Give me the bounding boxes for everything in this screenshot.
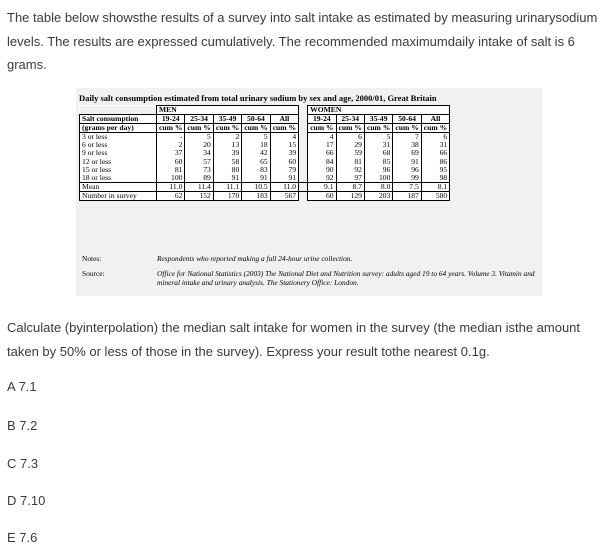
men-cell: 5 xyxy=(185,133,213,142)
women-cell: 8.1 xyxy=(421,182,449,191)
women-cell: 86 xyxy=(421,158,449,166)
question-text: Calculate (byinterpolation) the median salt intake for women in the survey (the median isthe amount taken by 50% or less of those in the survey). Express your result tothe nearest 0.1g. xyxy=(7,320,581,359)
men-cell: 34 xyxy=(185,149,213,157)
women-cell: 69 xyxy=(393,149,421,157)
men-cell: 62 xyxy=(157,191,185,200)
women-cell: 60 xyxy=(308,191,336,200)
women-cell: 31 xyxy=(364,141,392,149)
women-cell: 17 xyxy=(308,141,336,149)
men-cell: 11.1 xyxy=(213,182,241,191)
men-cell: 4 xyxy=(270,133,298,142)
women-cell: 91 xyxy=(393,158,421,166)
men-cell: 57 xyxy=(185,158,213,166)
men-cell: 5 xyxy=(242,133,270,142)
men-cell: 152 xyxy=(185,191,213,200)
women-cell: 31 xyxy=(421,141,449,149)
row-label: 15 or less xyxy=(80,166,157,174)
men-cell: 183 xyxy=(242,191,270,200)
men-cell: 81 xyxy=(157,166,185,174)
unit-header: cum % xyxy=(393,124,421,133)
women-cell: 96 xyxy=(393,166,421,174)
row-label: 6 or less xyxy=(80,141,157,149)
men-cell: 39 xyxy=(213,149,241,157)
men-cell: - xyxy=(157,133,185,142)
men-cell: 60 xyxy=(270,158,298,166)
source-text: Office for National Statistics (2003) The National Diet and Nutrition survey: adults aged 19 to 64 years. Volume 3. Vitamin and mineral intake and urinary analysis. The Stationery Office: London. xyxy=(157,269,535,287)
women-cell: 7 xyxy=(393,133,421,142)
women-cell: 203 xyxy=(364,191,392,200)
table-body xyxy=(80,133,450,201)
women-cell: 66 xyxy=(421,149,449,157)
age-header: 35-49 xyxy=(213,115,241,124)
men-cell: 39 xyxy=(270,149,298,157)
row-header-label-1: Salt consumption xyxy=(80,115,157,124)
age-header: 19-24 xyxy=(308,115,336,124)
men-cell: 91 xyxy=(242,174,270,183)
women-cell: 90 xyxy=(308,166,336,174)
women-cell: 66 xyxy=(308,149,336,157)
age-header: 25-34 xyxy=(336,115,364,124)
unit-header: cum % xyxy=(157,124,185,133)
row-label: 9 or less xyxy=(80,149,157,157)
men-cell: 2 xyxy=(213,133,241,142)
women-cell: 129 xyxy=(336,191,364,200)
women-cell: 187 xyxy=(393,191,421,200)
women-cell: 8.0 xyxy=(364,182,392,191)
men-cell: 11.0 xyxy=(157,182,185,191)
unit-header: cum % xyxy=(270,124,298,133)
men-cell: 11.4 xyxy=(185,182,213,191)
men-cell: 2 xyxy=(157,141,185,149)
men-cell: 80 xyxy=(213,166,241,174)
women-cell: 99 xyxy=(393,174,421,183)
men-cell: 91 xyxy=(213,174,241,183)
answer-option-d[interactable]: D 7.10 xyxy=(7,493,46,508)
women-cell: 7.5 xyxy=(393,182,421,191)
women-cell: 29 xyxy=(336,141,364,149)
source-label: Source: xyxy=(82,269,105,278)
women-cell: 580 xyxy=(421,191,449,200)
notes-label: Notes: xyxy=(82,254,102,263)
men-cell: 11.0 xyxy=(270,182,298,191)
unit-header: cum % xyxy=(213,124,241,133)
men-cell: 91 xyxy=(270,174,298,183)
women-cell: 97 xyxy=(336,174,364,183)
group-header-men: MEN xyxy=(157,106,299,115)
women-cell: 84 xyxy=(308,158,336,166)
women-cell: 4 xyxy=(308,133,336,142)
age-header: 50-64 xyxy=(242,115,270,124)
intro-paragraph: The table below showsthe results of a survey into salt intake as estimated by measuring urinarysodium levels. The results are expressed cumulatively. The recommended maximumdaily intake of salt is 6 grams. xyxy=(7,10,598,72)
age-header: 50-64 xyxy=(393,115,421,124)
row-label: Number in survey xyxy=(80,191,157,200)
women-cell: 92 xyxy=(336,166,364,174)
age-header: 35-49 xyxy=(364,115,392,124)
women-cell: 92 xyxy=(308,174,336,183)
men-cell: 20 xyxy=(185,141,213,149)
men-cell: 13 xyxy=(213,141,241,149)
men-cell: 83 xyxy=(242,166,270,174)
unit-header: cum % xyxy=(242,124,270,133)
men-cell: 65 xyxy=(242,158,270,166)
table-caption: Daily salt consumption estimated from total urinary sodium by sex and age, 2000/01, Great Britain xyxy=(79,93,437,103)
unit-header: cum % xyxy=(364,124,392,133)
women-cell: 85 xyxy=(364,158,392,166)
women-cell: 5 xyxy=(364,133,392,142)
women-cell: 98 xyxy=(421,174,449,183)
row-label: 3 or less xyxy=(80,133,157,142)
salt-table-figure xyxy=(76,88,542,296)
row-label: 18 or less xyxy=(80,174,157,183)
men-cell: 170 xyxy=(213,191,241,200)
age-header: 19-24 xyxy=(157,115,185,124)
women-cell: 9.1 xyxy=(308,182,336,191)
table-row xyxy=(80,191,450,200)
row-label: Mean xyxy=(80,182,157,191)
men-cell: 100 xyxy=(157,174,185,183)
men-cell: 42 xyxy=(242,149,270,157)
men-cell: 10.5 xyxy=(242,182,270,191)
answer-option-e[interactable]: E 7.6 xyxy=(7,530,38,545)
answer-option-b[interactable]: B 7.2 xyxy=(7,418,38,433)
answer-option-a[interactable]: A 7.1 xyxy=(7,379,37,394)
men-cell: 89 xyxy=(185,174,213,183)
women-cell: 95 xyxy=(421,166,449,174)
unit-header: cum % xyxy=(421,124,449,133)
row-label: 12 or less xyxy=(80,158,157,166)
men-cell: 73 xyxy=(185,166,213,174)
table-notes xyxy=(82,254,537,293)
men-cell: 37 xyxy=(157,149,185,157)
women-cell: 81 xyxy=(336,158,364,166)
answer-option-c[interactable]: C 7.3 xyxy=(7,456,39,471)
women-cell: 6 xyxy=(421,133,449,142)
unit-header: cum % xyxy=(308,124,336,133)
group-header-women: WOMEN xyxy=(308,106,450,115)
salt-consumption-table xyxy=(79,105,450,201)
women-cell: 68 xyxy=(364,149,392,157)
notes-text: Respondents who reported making a full 24-hour urine collection. xyxy=(157,254,353,263)
row-header-label-2: (grams per day) xyxy=(80,124,157,133)
men-cell: 15 xyxy=(270,141,298,149)
age-header: All xyxy=(270,115,298,124)
men-cell: 567 xyxy=(270,191,298,200)
women-cell: 96 xyxy=(364,166,392,174)
age-header: 25-34 xyxy=(185,115,213,124)
unit-header: cum % xyxy=(185,124,213,133)
men-cell: 79 xyxy=(270,166,298,174)
unit-header: cum % xyxy=(336,124,364,133)
women-cell: 59 xyxy=(336,149,364,157)
men-cell: 60 xyxy=(157,158,185,166)
age-header: All xyxy=(421,115,449,124)
men-cell: 58 xyxy=(213,158,241,166)
women-cell: 100 xyxy=(364,174,392,183)
women-cell: 6 xyxy=(336,133,364,142)
men-cell: 18 xyxy=(242,141,270,149)
women-cell: 8.7 xyxy=(336,182,364,191)
women-cell: 38 xyxy=(393,141,421,149)
